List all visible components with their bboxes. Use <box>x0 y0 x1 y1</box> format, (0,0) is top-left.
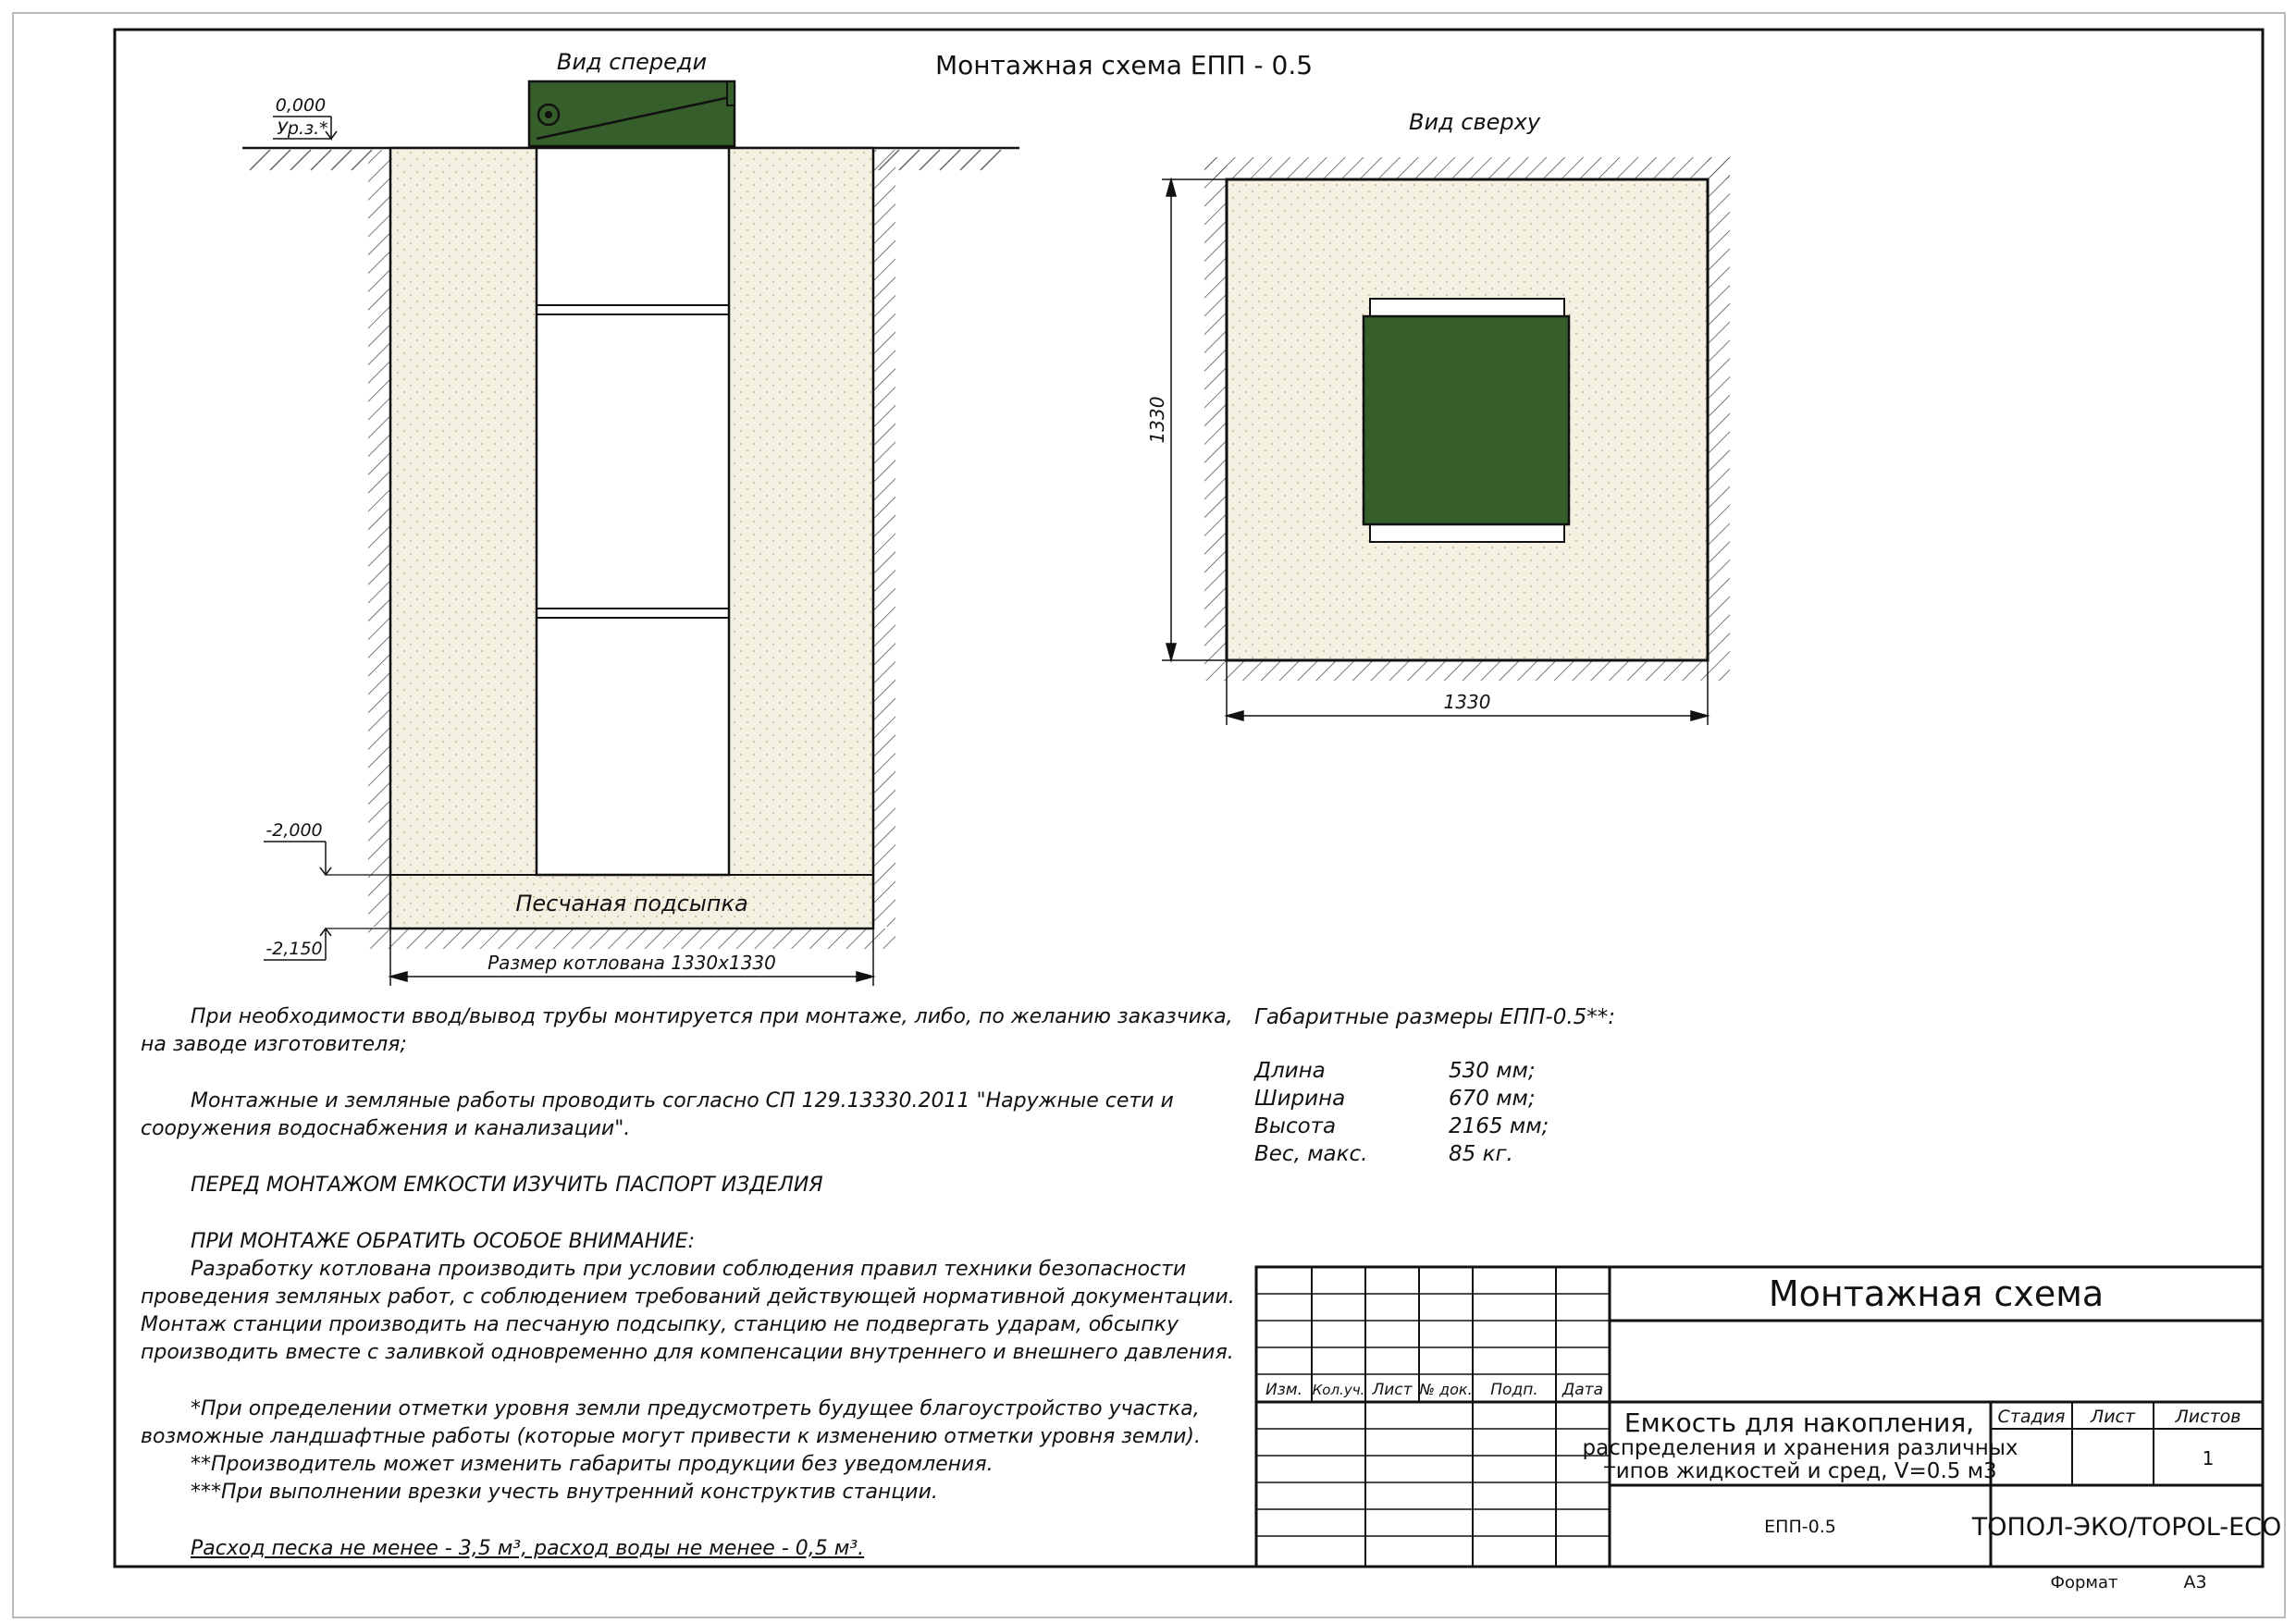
dimension-label: Длина <box>1254 1059 1326 1083</box>
note-line: **Производитель может изменить габариты продукции без уведомления. <box>191 1453 994 1476</box>
note-line: ПЕРЕД МОНТАЖОМ ЕМКОСТИ ИЗУЧИТЬ ПАСПОРТ ИЗДЕЛИЯ <box>191 1174 823 1197</box>
note-line: возможные ландшафтные работы (которые могут привести к изменению отметки уровня земли). <box>141 1425 1201 1448</box>
dimension-row <box>1254 1057 1615 1085</box>
pit-wall-hatch-right <box>873 150 895 927</box>
svg-text:-2,000: -2,000 <box>265 820 323 841</box>
dimension-value: 670 мм; <box>1449 1087 1536 1111</box>
sheets-value: 1 <box>2202 1447 2215 1469</box>
note-line: проведения земляных работ, с соблюдением требований действующей нормативной документации. <box>141 1285 1235 1309</box>
installation-notes <box>141 1003 1235 1563</box>
format-label: Формат <box>2050 1573 2118 1592</box>
stage-label: Стадия <box>1997 1407 2066 1427</box>
note-line: При необходимости ввод/вывод трубы монтируется при монтаже, либо, по желанию заказчика, <box>191 1005 1233 1028</box>
top-hatch-bottom <box>1204 660 1730 681</box>
sheet-label: Лист <box>2090 1407 2136 1427</box>
top-hatch-top <box>1204 157 1730 179</box>
svg-text:Изм.: Изм. <box>1265 1381 1302 1399</box>
svg-text:Ур.з.*: Ур.з.* <box>277 118 328 139</box>
svg-text:№ док.: № док. <box>1419 1381 1473 1398</box>
note-line: Монтажные и земляные работы проводить согласно СП 129.13330.2011 "Наружные сети и <box>191 1089 1174 1113</box>
dimension-row <box>1254 1140 1615 1168</box>
dimension-value: 85 кг. <box>1449 1142 1513 1166</box>
note-line: на заводе изготовителя; <box>141 1033 407 1056</box>
dimension-row <box>1254 1085 1615 1113</box>
dimension-value: 2165 мм; <box>1449 1114 1549 1138</box>
top-dim-vertical-label: 1330 <box>1146 396 1168 444</box>
dimension-label: Высота <box>1254 1114 1337 1138</box>
dimension-label: Вес, макс. <box>1254 1142 1368 1166</box>
note-line: сооружения водоснабжения и канализации". <box>141 1117 631 1140</box>
sheet-title: Монтажная схема ЕПП - 0.5 <box>934 50 1314 80</box>
document-name: Монтажная схема <box>1768 1273 2105 1314</box>
note-line: *При определении отметки уровня земли предусмотреть будущее благоустройство участка, <box>191 1397 1200 1420</box>
sand-bed-label: Песчаная подсыпка <box>515 891 748 916</box>
note-line: Разработку котлована производить при условии соблюдения правил техники безопасности <box>191 1258 1187 1281</box>
product-description <box>1582 1408 2018 1483</box>
dimension-value: 530 мм; <box>1449 1059 1536 1083</box>
top-hatch-right <box>1708 157 1730 660</box>
top-dim-horizontal-label: 1330 <box>1443 691 1491 713</box>
svg-text:Лист: Лист <box>1372 1381 1413 1399</box>
dimension-row <box>1254 1113 1615 1140</box>
company-name: ТОПОЛ-ЭКО/TOPOL-ECO <box>1971 1513 2282 1542</box>
top-tank-lid <box>1364 316 1569 524</box>
format-value: А3 <box>2183 1572 2207 1592</box>
sheets-label: Листов <box>2175 1407 2241 1427</box>
document-code: ЕПП-0.5 <box>1764 1517 1836 1537</box>
pit-bottom-hatch <box>368 928 895 949</box>
top-hatch-left <box>1204 157 1227 660</box>
note-line: ПРИ МОНТАЖЕ ОБРАТИТЬ ОСОБОЕ ВНИМАНИЕ: <box>191 1230 696 1253</box>
dimension-label: Ширина <box>1254 1087 1346 1111</box>
note-line: Монтаж станции производить на песчаную подсыпку, станцию не подвергать ударам, обсыпку <box>141 1313 1179 1336</box>
note-line: ***При выполнении врезки учесть внутренний конструктив станции. <box>191 1481 938 1504</box>
tank-lid <box>529 81 734 146</box>
tank-body <box>537 148 729 875</box>
dimensions-title: Габаритные размеры ЕПП-0.5**: <box>1254 1005 1616 1029</box>
title-block-headers <box>1265 1381 1603 1399</box>
note-line: производить вместе с заливкой одновременно для компенсации внутреннего и внешнего давления. <box>141 1341 1234 1364</box>
svg-text:распределения и хранения разли: распределения и хранения различных <box>1582 1436 2018 1460</box>
consumption-note: Расход песка не менее - 3,5 м³, расход воды не менее - 0,5 м³. <box>191 1537 865 1560</box>
front-view <box>242 49 1019 986</box>
overall-dimensions <box>1254 1003 1615 1168</box>
level-mark-top <box>273 95 337 139</box>
svg-text:Подп.: Подп. <box>1490 1381 1538 1399</box>
top-view <box>1146 109 1730 725</box>
pit-size-label: Размер котлована 1330х1330 <box>488 952 776 974</box>
svg-text:типов жидкостей и сред, V=0.5: типов жидкостей и сред, V=0.5 м3 <box>1603 1459 1997 1483</box>
svg-text:Дата: Дата <box>1562 1381 1604 1399</box>
front-view-title: Вид спереди <box>556 49 708 75</box>
svg-text:Кол.уч.: Кол.уч. <box>1312 1382 1365 1398</box>
svg-text:Емкость для накопления,: Емкость для накопления, <box>1623 1408 1975 1438</box>
svg-text:0,000: 0,000 <box>275 95 327 116</box>
pit-wall-hatch-left <box>368 150 390 927</box>
svg-text:-2,150: -2,150 <box>265 939 323 959</box>
top-view-title: Вид сверху <box>1408 109 1541 135</box>
